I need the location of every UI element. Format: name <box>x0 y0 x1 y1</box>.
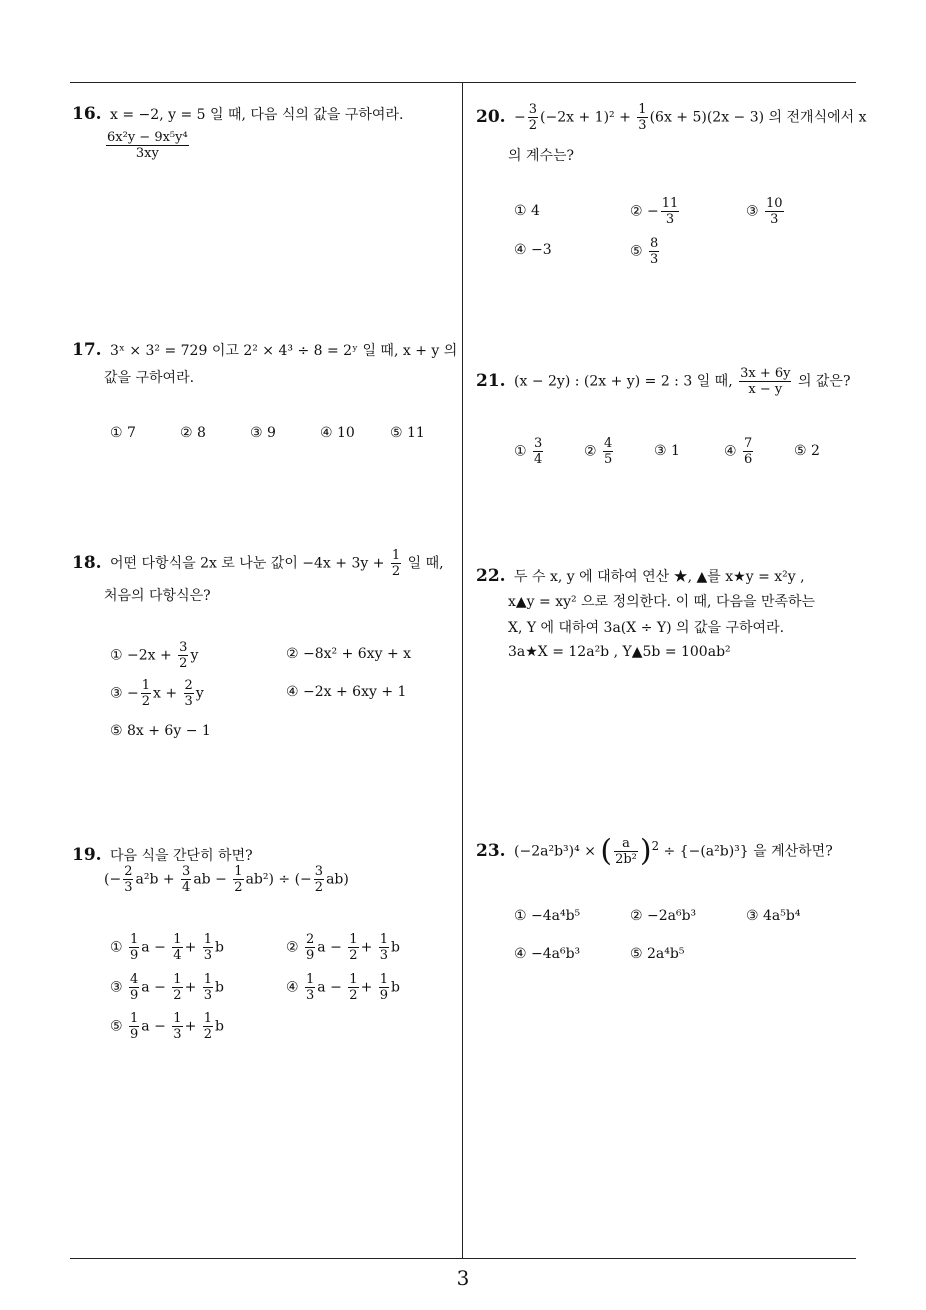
choice-text: a − <box>317 979 342 996</box>
frac-den: 2 <box>173 988 182 1003</box>
choice-text: b <box>391 979 400 996</box>
choice-3[interactable] <box>110 678 204 709</box>
frac-num: 11 <box>661 196 679 211</box>
expr-part: ÷ {−(a²b)³} 을 계산하면? <box>663 843 833 860</box>
frac-den: 3 <box>638 118 647 133</box>
choice-text: + <box>184 1018 197 1035</box>
frac-num: 3 <box>179 640 188 655</box>
frac-den: 2 <box>141 694 151 709</box>
choice-text: + <box>184 939 197 956</box>
frac-den: 3 <box>306 988 315 1003</box>
question-20 <box>476 102 867 133</box>
question-number: 18. <box>72 552 102 573</box>
choice-1[interactable]: ① −4a⁴b⁵ <box>514 908 581 924</box>
question-17-line2 <box>104 366 194 390</box>
frac-den: 2 <box>203 1027 213 1042</box>
choice-1[interactable] <box>110 640 198 671</box>
question-18-line2 <box>104 584 211 608</box>
frac-den: 2b² <box>615 852 637 868</box>
choice-2[interactable] <box>584 436 615 467</box>
question-17 <box>72 338 457 363</box>
expr-part: ab) <box>326 871 349 888</box>
choice-4[interactable]: ④ 10 <box>320 425 355 441</box>
question-stem-line2: 의 계수는? <box>508 148 575 164</box>
frac-den: 3 <box>770 212 779 227</box>
choice-3[interactable] <box>654 439 680 463</box>
frac-num: 1 <box>349 932 358 947</box>
question-number: 22. <box>476 566 506 586</box>
choice-text: ③ <box>746 203 759 220</box>
column-divider <box>462 82 463 1258</box>
frac-num: 3 <box>534 436 543 451</box>
frac-num: 1 <box>130 1011 139 1026</box>
choice-2[interactable] <box>286 932 400 963</box>
choice-4[interactable]: ④ −4a⁶b³ <box>514 946 581 962</box>
frac-num: 1 <box>130 932 139 947</box>
choice-text: ① −2x + <box>110 647 172 664</box>
choice-3[interactable] <box>746 196 786 227</box>
question-18 <box>72 548 444 579</box>
frac-den: 4 <box>173 948 182 963</box>
question-number: 17. <box>72 340 102 360</box>
frac-den: 5 <box>604 452 613 467</box>
frac-num: 1 <box>234 864 243 879</box>
expr-part: a²b + <box>135 871 175 888</box>
question-22-line3: X, Y 에 대하여 3a(X ÷ Y) 의 값을 구하여라. <box>508 620 785 636</box>
frac-den: 6 <box>744 452 753 467</box>
question-22-condition: 3a★X = 12a²b , Y▲5b = 100ab² <box>508 644 731 660</box>
choice-text: b <box>215 979 224 996</box>
stem-part: − <box>514 109 526 126</box>
left-paren: ( <box>600 833 613 869</box>
choice-mark: ④ <box>286 979 299 996</box>
choice-5[interactable] <box>630 236 661 267</box>
frac-num: 8 <box>650 236 659 251</box>
choice-text: + <box>360 979 373 996</box>
frac-num: 1 <box>141 678 151 693</box>
stem-part: (−2x + 1)² + <box>540 109 631 126</box>
question-number: 21. <box>476 370 506 391</box>
frac-num: 3 <box>314 864 324 879</box>
expr-part: ab²) ÷ (− <box>245 871 312 888</box>
choice-1[interactable] <box>514 436 545 467</box>
frac-den: 3 <box>124 880 133 895</box>
choice-text: + <box>360 939 373 956</box>
choice-text: a − <box>317 939 342 956</box>
expr-part: (−2a²b³)⁴ × <box>514 843 596 860</box>
choice-4[interactable]: ④ −2x + 6xy + 1 <box>286 684 407 700</box>
choice-text: a − <box>141 939 166 956</box>
choice-5[interactable]: ⑤ 11 <box>390 425 425 441</box>
frac-den: 9 <box>130 988 139 1003</box>
choice-mark: ④ <box>724 443 737 460</box>
frac-den: 3 <box>650 252 659 267</box>
stem-part: 일 때, <box>407 555 444 572</box>
question-20-line2 <box>508 144 574 168</box>
right-paren: ) <box>639 833 652 869</box>
choice-mark: ③ <box>654 443 667 459</box>
question-22 <box>476 564 805 589</box>
question-number: 16. <box>72 104 102 124</box>
frac-den: 3 <box>379 948 389 963</box>
exponent: 2 <box>651 839 660 853</box>
frac-num: 1 <box>349 972 358 987</box>
frac-den: 2 <box>349 948 358 963</box>
question-stem: 다음 식을 간단히 하면? <box>110 848 253 864</box>
frac-num: 1 <box>379 972 389 987</box>
question-stem: x = −2, y = 5 일 때, 다음 식의 값을 구하여라. <box>110 107 404 123</box>
choice-text: ③ − <box>110 685 139 702</box>
choice-text: a − <box>141 979 166 996</box>
frac-num: 4 <box>604 436 613 451</box>
stem-part: (6x + 5)(2x − 3) 의 전개식에서 x <box>649 109 867 126</box>
choice-text: a − <box>141 1018 166 1035</box>
frac-num: 3 <box>182 864 191 879</box>
choice-4[interactable]: ④ −3 <box>514 242 552 258</box>
frac-num: 1 <box>203 972 213 987</box>
expr-denominator: 3xy <box>135 146 159 161</box>
choice-mark: ② <box>584 443 597 460</box>
frac-den: 2 <box>234 880 243 895</box>
frac-num: 1 <box>391 548 401 563</box>
frac-den: 4 <box>182 880 191 895</box>
choice-4[interactable] <box>724 436 755 467</box>
frac-den: 3 <box>665 212 675 227</box>
frac-num: 1 <box>203 1011 213 1026</box>
choice-3[interactable]: ③ 4a⁵b⁴ <box>746 908 801 924</box>
choice-text: ② − <box>630 203 659 220</box>
choice-mark: ① <box>110 939 123 956</box>
frac-den: 3 <box>173 1027 182 1042</box>
frac-num: 1 <box>173 1011 182 1026</box>
frac-den: 3 <box>203 988 213 1003</box>
frac-num: 1 <box>173 972 182 987</box>
frac-den: 2 <box>391 564 401 579</box>
choice-2[interactable]: ② 8 <box>180 425 206 441</box>
question-number: 23. <box>476 840 506 861</box>
frac-den: 3 <box>203 948 213 963</box>
choice-mark: ⑤ <box>794 443 807 459</box>
frac-den: 2 <box>528 118 538 133</box>
frac-den: 9 <box>306 948 315 963</box>
question-19-expression <box>104 864 349 895</box>
frac-den: 2 <box>349 988 358 1003</box>
frac-num: 3 <box>528 102 538 117</box>
question-number: 19. <box>72 845 102 865</box>
frac-den: x − y <box>748 382 783 397</box>
frac-den: 2 <box>314 880 324 895</box>
question-stem-line1: 두 수 x, y 에 대하여 연산 ★, ▲를 x★y = x²y , <box>514 569 805 585</box>
frac-den: 9 <box>379 988 389 1003</box>
choice-text: b <box>391 939 400 956</box>
choice-2[interactable]: ② −8x² + 6xy + x <box>286 646 412 662</box>
frac-num: 7 <box>744 436 753 451</box>
choice-text: y <box>190 647 199 664</box>
choice-1[interactable]: ① 4 <box>514 203 540 219</box>
page-number: 3 <box>456 1266 470 1290</box>
stem-part: (x − 2y) : (2x + y) = 2 : 3 일 때, <box>514 373 733 390</box>
frac-den: 2 <box>179 656 188 671</box>
choice-mark: ② <box>286 939 299 956</box>
choice-text: 1 <box>671 443 680 459</box>
question-stem-line1: 3ˣ × 3² = 729 이고 2² × 4³ ÷ 8 = 2ʸ 일 때, x + y 의 <box>110 343 458 359</box>
frac-num: 1 <box>306 972 315 987</box>
choice-mark: ③ <box>110 979 123 996</box>
frac-num: 2 <box>184 678 193 693</box>
choice-5[interactable] <box>110 1011 224 1042</box>
question-stem-line2: 값을 구하여라. <box>104 370 195 386</box>
choice-mark: ⑤ <box>110 1018 123 1035</box>
choice-4[interactable] <box>286 972 400 1003</box>
choice-text: ⑤ <box>630 243 643 260</box>
frac-num: 1 <box>638 102 647 117</box>
frac-den: 4 <box>534 452 543 467</box>
choice-3[interactable]: ③ 9 <box>250 425 276 441</box>
frac-den: 9 <box>130 948 139 963</box>
expr-part: (− <box>104 871 122 888</box>
choice-1[interactable]: ① 7 <box>110 425 136 441</box>
expr-part: ab − <box>193 871 227 888</box>
frac-num: a <box>614 836 638 852</box>
frac-num: 2 <box>306 932 315 947</box>
stem-part: 어떤 다항식을 2x 로 나눈 값이 −4x + 3y + <box>110 555 385 572</box>
top-rule <box>70 82 856 83</box>
choice-5[interactable]: ⑤ 2a⁴b⁵ <box>630 946 685 962</box>
choice-2[interactable]: ② −2a⁶b³ <box>630 908 697 924</box>
choice-2[interactable] <box>630 196 681 227</box>
choice-5[interactable]: ⑤ 8x + 6y − 1 <box>110 723 211 739</box>
choice-5[interactable] <box>794 439 820 463</box>
frac-num: 4 <box>130 972 139 987</box>
choice-1[interactable] <box>110 932 224 963</box>
choice-text: x + <box>153 685 178 702</box>
frac-num: 2 <box>124 864 133 879</box>
choice-text: + <box>184 979 197 996</box>
question-16-expression <box>104 130 191 161</box>
frac-den: 9 <box>130 1027 139 1042</box>
frac-num: 10 <box>766 196 783 211</box>
choice-text: y <box>195 685 204 702</box>
frac-num: 1 <box>173 932 182 947</box>
choice-text: b <box>215 1018 224 1035</box>
question-22-line2: x▲y = xy² 으로 정의한다. 이 때, 다음을 만족하는 <box>508 594 816 610</box>
question-23 <box>476 834 833 867</box>
bottom-rule <box>70 1258 856 1259</box>
choice-text: 2 <box>811 443 820 459</box>
expr-numerator: 6x²y − 9x⁵y⁴ <box>107 130 188 145</box>
frac-num: 1 <box>379 932 389 947</box>
choice-mark: ① <box>514 443 527 460</box>
choice-3[interactable] <box>110 972 224 1003</box>
stem-part: 의 값은? <box>797 373 851 390</box>
frac-num: 1 <box>203 932 213 947</box>
question-21 <box>476 366 850 397</box>
question-16 <box>72 102 403 127</box>
question-stem-line2: 처음의 다항식은? <box>104 588 211 604</box>
question-number: 20. <box>476 106 506 127</box>
frac-den: 3 <box>184 694 193 709</box>
choice-text: b <box>215 939 224 956</box>
frac-num: 3x + 6y <box>740 366 791 381</box>
